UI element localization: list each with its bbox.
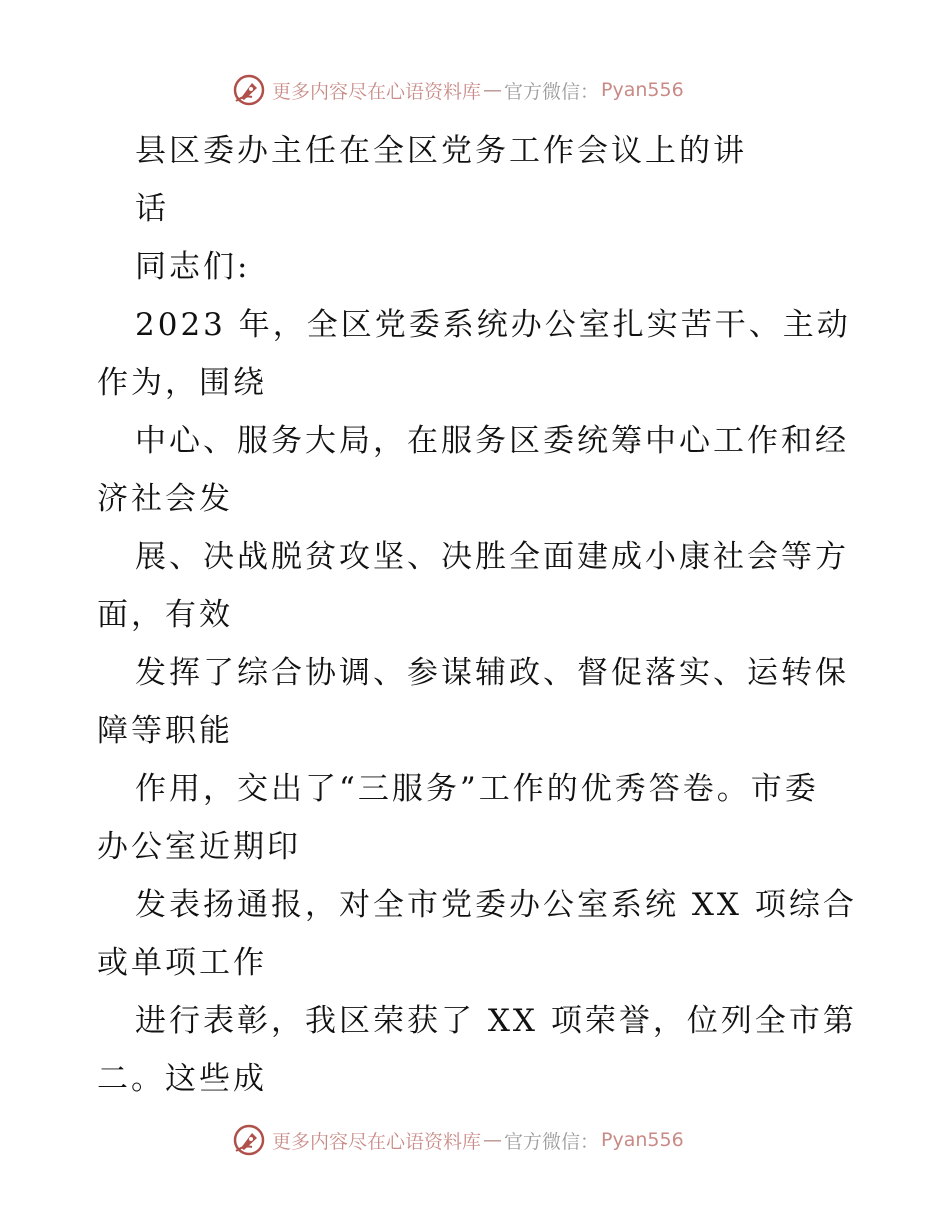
paragraph-line: 作为，围绕 xyxy=(97,365,267,401)
document-body xyxy=(97,122,857,1108)
paragraph-line: 2023 年，全区党委系统办公室扎实苦干、主动 xyxy=(135,307,851,343)
watermark-contact-label: 官方微信： xyxy=(504,80,600,103)
paragraph-line: 障等职能 xyxy=(97,713,233,749)
paragraph-line: 济社会发 xyxy=(97,481,233,517)
paragraph-line: 发表扬通报，对全市党委办公室系统 XX 项综合 xyxy=(135,887,857,923)
document-title-line-1: 县区委办主任在全区党务工作会议上的讲 xyxy=(135,133,747,169)
paragraph-line: 中心、服务大局，在服务区委统筹中心工作和经 xyxy=(135,423,849,459)
paragraph-line: 展、决战脱贫攻坚、决胜全面建成小康社会等方 xyxy=(135,539,849,575)
paragraph-line: 面，有效 xyxy=(97,597,233,633)
watermark-contact-id: Pyan556 xyxy=(601,79,684,101)
paragraph-line: 或单项工作 xyxy=(97,945,267,981)
salutation: 同志们: xyxy=(135,249,251,285)
paragraph-line: 二。这些成 xyxy=(97,1061,267,1097)
paragraph-line: 发挥了综合协调、参谋辅政、督促落实、运转保 xyxy=(135,655,849,691)
watermark-text: 更多内容尽在心语资料库 xyxy=(272,80,482,103)
watermark-separator: — xyxy=(483,79,503,101)
paragraph-line: 进行表彰，我区荣获了 XX 项荣誉，位列全市第 xyxy=(135,1003,857,1039)
watermark-contact-label: 官方微信： xyxy=(504,1130,600,1153)
paragraph-line: 作用，交出了“三服务”工作的优秀答卷。市委 xyxy=(135,771,819,807)
watermark-contact-id: Pyan556 xyxy=(601,1129,684,1151)
pen-nib-circle-icon xyxy=(232,73,266,107)
footer-watermark xyxy=(232,1122,684,1158)
watermark-text: 更多内容尽在心语资料库 xyxy=(272,1130,482,1153)
paragraph-line: 办公室近期印 xyxy=(97,829,301,865)
document-title-line-2: 话 xyxy=(135,191,169,227)
pen-nib-circle-icon xyxy=(232,1123,266,1157)
watermark-separator: — xyxy=(483,1129,503,1151)
header-watermark xyxy=(232,72,684,108)
